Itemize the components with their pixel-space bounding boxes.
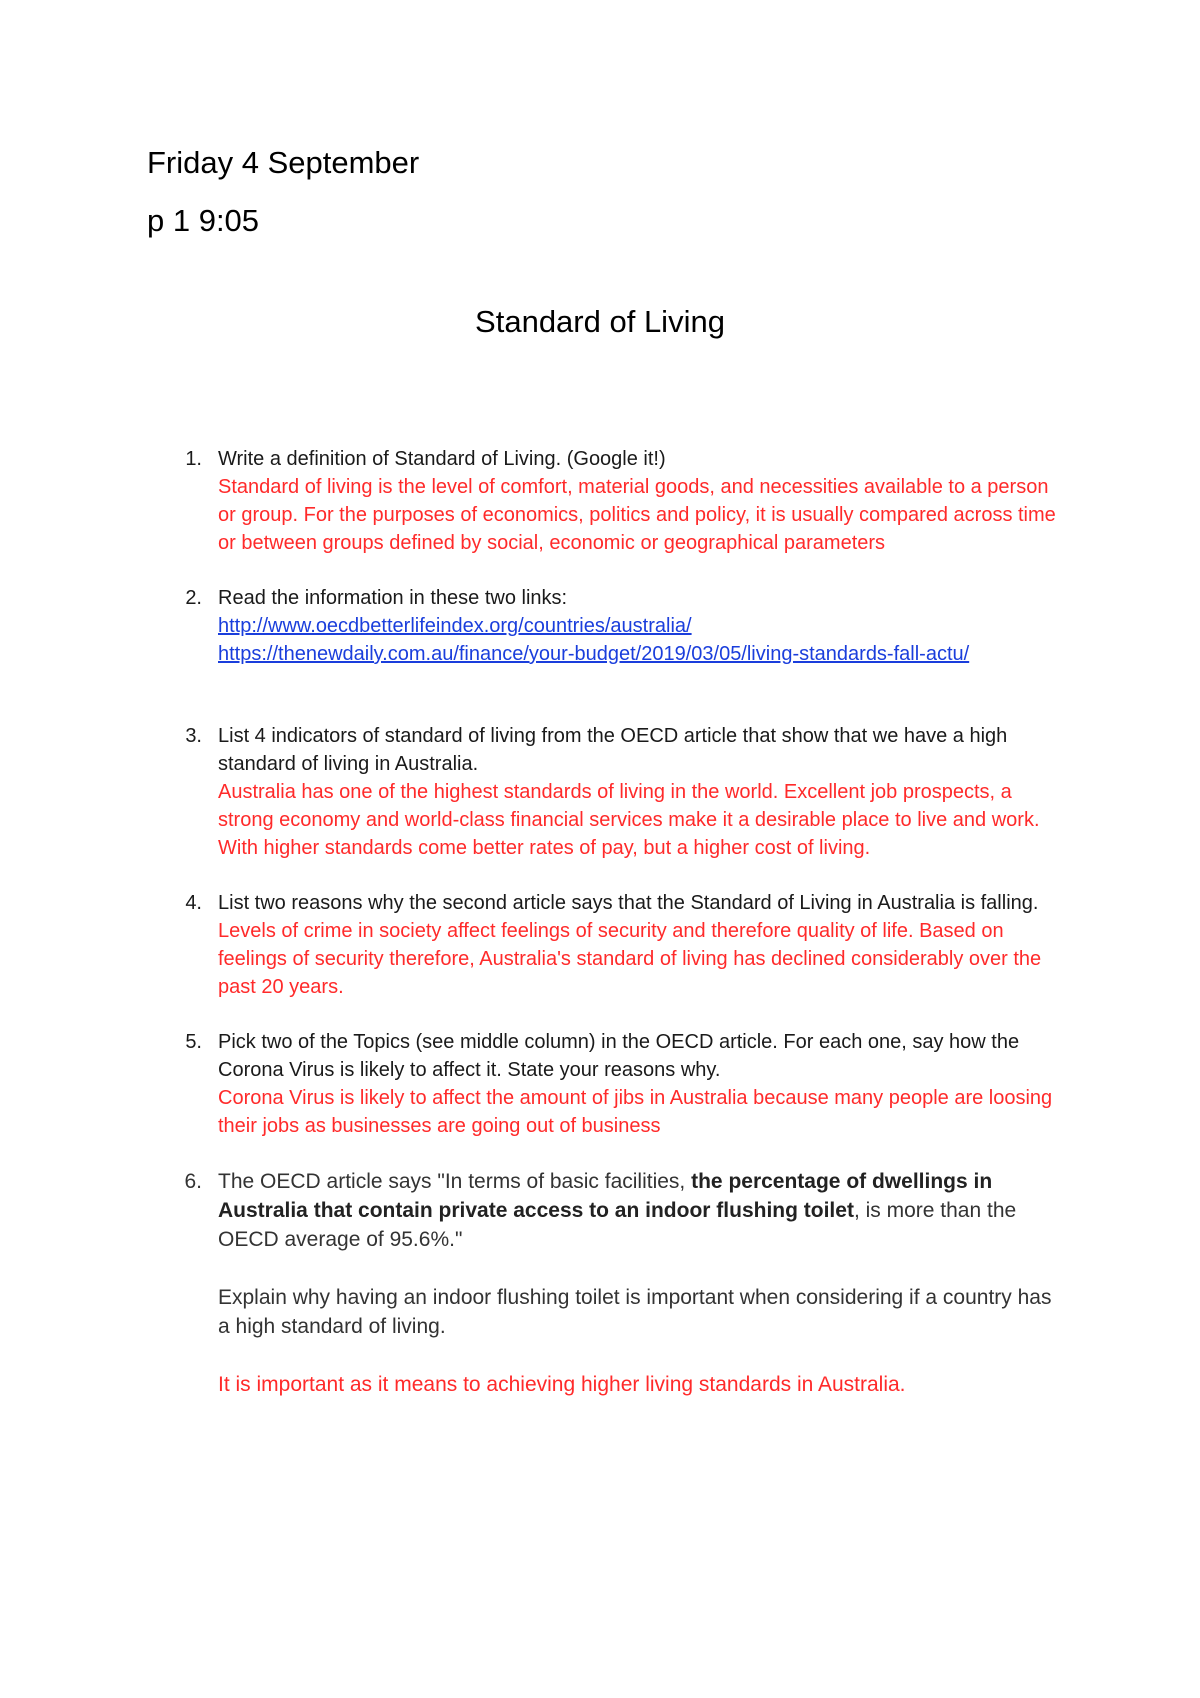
question-3: [180, 722, 1060, 862]
answer-text: Levels of crime in society affect feelings of security and therefore quality of life. Based on feelings of security therefore, Australia's standard of living has declined considerably over the past 20 years.: [218, 920, 1042, 998]
question-number: 6.: [184, 1170, 202, 1193]
question-1: [180, 445, 1060, 557]
question-number: 5.: [185, 1031, 202, 1053]
question-number: 3.: [185, 725, 202, 747]
question-prompt: Pick two of the Topics (see middle column) in the OECD article. For each one, say how the Corona Virus is likely to affect it. State your reasons why.: [218, 1031, 1020, 1081]
period-time: p 1 9:05: [147, 203, 260, 238]
question-number: 1.: [185, 448, 202, 470]
date-heading: Friday 4 September: [147, 145, 420, 180]
question-prompt: Read the information in these two links:: [218, 587, 568, 609]
prompt-tail: , is more than the OECD average of 95.6%.": [218, 1199, 1017, 1251]
question-prompt: List 4 indicators of standard of living from the OECD article that show that we have a high standard of living in Australia.: [218, 725, 1008, 775]
oecd-link[interactable]: http://www.oecdbetterlifeindex.org/countries/australia/: [218, 615, 692, 637]
answer-text: Australia has one of the highest standards of living in the world. Excellent job prospects, a strong economy and world-class financial services make it a desirable place to live and work. With higher standards come better rates of pay, but a higher cost of living.: [218, 781, 1040, 859]
question-number: 2.: [185, 587, 202, 609]
prompt-lead: The OECD article says "In terms of basic facilities,: [218, 1170, 692, 1193]
spacer: [218, 1254, 1060, 1283]
answer-text: Standard of living is the level of comfort, material goods, and necessities available to a person or group. For the purposes of economics, politics and policy, it is usually compared across time or between groups defined by social, economic or geographical parameters: [218, 476, 1056, 554]
answer-text: It is important as it means to achieving higher living standards in Australia.: [218, 1373, 906, 1396]
explain-prompt: Explain why having an indoor flushing toilet is important when considering if a country has a high standard of living.: [218, 1286, 1052, 1338]
prompt-emphasis: the percentage of dwellings in Australia that contain private access to an indoor flushing toilet: [218, 1170, 993, 1222]
answer-text: Corona Virus is likely to affect the amount of jibs in Australia because many people are loosing their jobs as businesses are going out of business: [218, 1087, 1053, 1137]
question-prompt: [218, 1167, 1060, 1254]
question-5: [180, 1028, 1060, 1140]
question-list: [180, 445, 1060, 1426]
spacer: [218, 1341, 1060, 1370]
page-title: Standard of Living: [475, 304, 725, 339]
question-prompt: Write a definition of Standard of Living. (Google it!): [218, 448, 666, 470]
question-6: [180, 1167, 1060, 1399]
question-prompt: List two reasons why the second article says that the Standard of Living in Australia is falling.: [218, 892, 1039, 914]
question-4: [180, 889, 1060, 1001]
question-number: 4.: [185, 892, 202, 914]
newdaily-link[interactable]: https://thenewdaily.com.au/finance/your-budget/2019/03/05/living-standards-fall-actu/: [218, 643, 970, 665]
question-2: [180, 584, 1060, 668]
